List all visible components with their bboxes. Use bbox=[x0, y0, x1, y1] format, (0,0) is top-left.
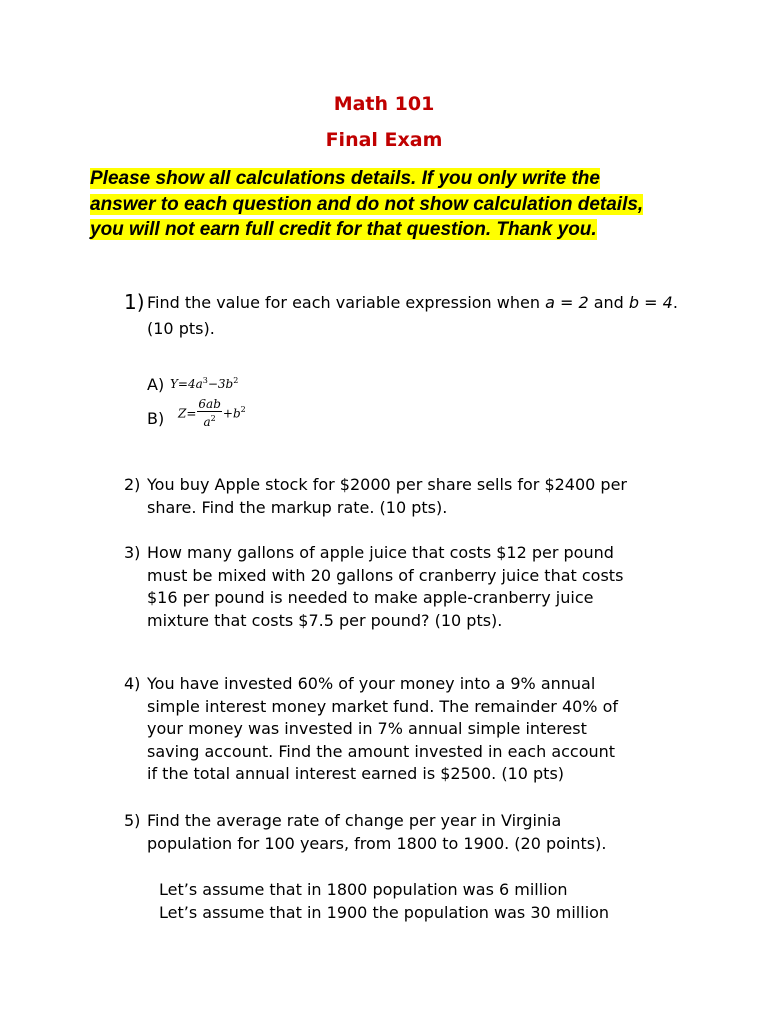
question-4-line-5: if the total annual interest earned is $2500. (10 pts) bbox=[147, 764, 565, 783]
question-4-line-1: You have invested 60% of your money into a 9% annual bbox=[147, 674, 596, 693]
equation-b-fraction: $\frac{6ab}{a^2}$ bbox=[198, 397, 221, 429]
question-4-line-4: saving account. Find the amount invested in each account bbox=[147, 741, 616, 761]
question-3-line-1: How many gallons of apple juice that costs $12 per pound bbox=[147, 543, 614, 562]
equation-a: $Y=4a^3-3b^2$ bbox=[170, 376, 239, 391]
assumption-1900: Let’s assume that in 1900 the population was 30 million bbox=[159, 902, 610, 922]
equation-b: Z= $\frac{6ab}{a^2}$ $+b^2$ bbox=[178, 397, 246, 429]
assumption-1800: Let’s assume that in 1800 population was 6 million bbox=[159, 880, 568, 899]
question-3-line-3: $16 per pound is needed to make apple-cranberry juice bbox=[147, 588, 594, 607]
question-3-line-2: must be mixed with 20 gallons of cranberry juice that costs bbox=[147, 565, 624, 585]
question-1-points: (10 pts). bbox=[147, 319, 215, 338]
question-4-number: 4) bbox=[124, 674, 141, 693]
question-1-part-b-label: B) bbox=[147, 409, 165, 428]
question-1-text: Find the value for each variable expression when a = 2 and b = 4. bbox=[147, 293, 678, 312]
course-title: Math 101 bbox=[333, 93, 435, 115]
question-1-number: 1) bbox=[124, 290, 145, 314]
question-5-assumptions bbox=[159, 879, 609, 924]
question-2-line-1: You buy Apple stock for $2000 per share sells for $2400 per bbox=[147, 475, 628, 494]
exam-title: Final Exam bbox=[325, 129, 443, 151]
notice-line-1: Please show all calculations details. If you only write the bbox=[90, 168, 600, 189]
question-3-line-4: mixture that costs $7.5 per pound? (10 pts). bbox=[147, 610, 503, 630]
question-5-number: 5) bbox=[124, 811, 141, 830]
question-2-line-2: share. Find the markup rate. (10 pts). bbox=[147, 497, 448, 517]
question-5-line-2: population for 100 years, from 1800 to 1900. (20 points). bbox=[147, 833, 607, 853]
question-4-line-3: your money was invested in 7% annual simple interest bbox=[147, 719, 587, 738]
question-4-line-2: simple interest money market fund. The remainder 40% of bbox=[147, 696, 619, 716]
question-5-line-1: Find the average rate of change per year in Virginia bbox=[147, 811, 562, 830]
question-2-number: 2) bbox=[124, 475, 141, 494]
instructions-notice bbox=[90, 166, 690, 243]
notice-line-3: you will not earn full credit for that question. Thank you. bbox=[90, 219, 597, 240]
notice-line-2: answer to each question and do not show calculation details, bbox=[90, 193, 644, 215]
question-3-number: 3) bbox=[124, 543, 141, 562]
question-1-part-a-label: A) bbox=[147, 375, 165, 394]
